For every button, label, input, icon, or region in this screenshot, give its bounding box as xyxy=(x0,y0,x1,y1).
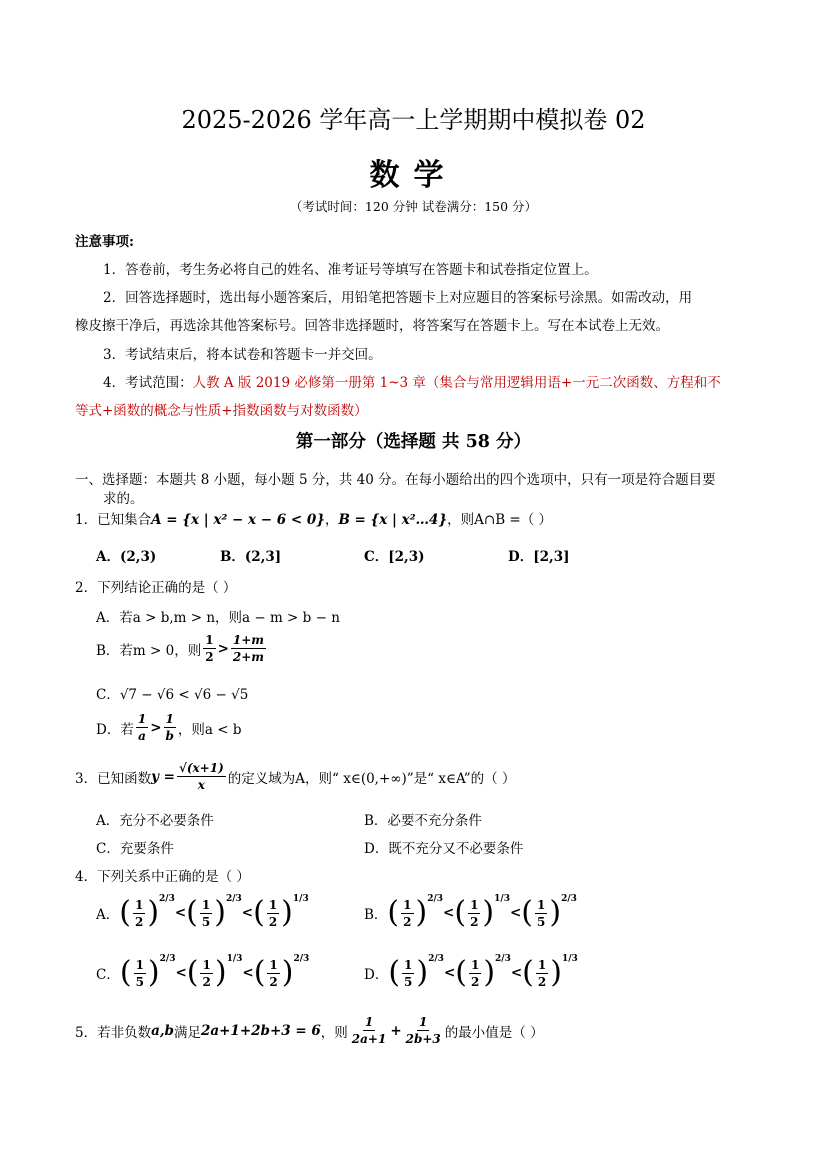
section-intro-line-1: 一、选择题：本题共 8 小题，每小题 5 分，共 40 分。在每小题给出的四个选项中，只有一项是符合题目要 xyxy=(75,472,716,488)
option-d-suffix: ，则a < b xyxy=(177,721,242,738)
frac-num: 1 xyxy=(470,957,480,972)
note-item-1: 1．答卷前，考生务必将自己的姓名、准考证号等填写在答题卡和试卷指定位置上。 xyxy=(103,262,598,278)
frac-num: 1+m xyxy=(232,633,264,647)
question-4-option-a xyxy=(96,894,309,930)
question-5-stem xyxy=(75,1016,544,1045)
section-title: 第一部分（选择题 共 58 分） xyxy=(295,432,532,452)
frac-den: a xyxy=(138,729,146,743)
fraction-right xyxy=(231,634,266,663)
question-1-prefix: 1．已知集合 xyxy=(75,512,152,528)
lt-sign: < xyxy=(443,965,456,981)
frac-den: 5 xyxy=(536,914,546,929)
power-term: ( $\frac{1}{2}$ ) 1/3 xyxy=(522,954,578,990)
frac-den: 2 xyxy=(470,914,479,929)
question-5-then: ，则 xyxy=(320,1024,348,1041)
exponent: 2/3 xyxy=(225,894,242,904)
frac-num: 1 xyxy=(269,957,278,972)
note-item-3: 3．考试结束后，将本试卷和答题卡一并交回。 xyxy=(103,347,382,363)
power-term: ( $\frac{1}{5}$ ) 2/3 xyxy=(388,954,444,990)
power-term: ( $\frac{1}{2}$ ) 1/3 xyxy=(186,954,243,990)
power-term: ( $\frac{1}{2}$ ) 1/3 xyxy=(454,894,510,930)
note-item-2-line-2: 橡皮擦干净后，再选涂其他答案标号。回答非选择题时，将答案写在答题卡上。写在本试卷上无效。 xyxy=(75,318,669,334)
fraction-1-over-b xyxy=(164,713,176,742)
question-3-option-b: B．必要不充分条件 xyxy=(364,813,482,829)
frac-num: 1 xyxy=(536,897,546,912)
frac-num: 1 xyxy=(201,897,211,912)
function-lhs: y = xyxy=(151,768,175,785)
question-4-option-c xyxy=(96,954,310,990)
question-2-option-c: C．√7 − √6 < √6 − √5 xyxy=(96,687,249,703)
note-item-4-line-2: 等式+函数的概念与性质+指数函数与对数函数） xyxy=(75,403,368,419)
frac-den: 2 xyxy=(134,914,144,929)
exponent: 2/3 xyxy=(561,894,577,904)
exponent: 1/3 xyxy=(494,894,510,904)
question-3-option-a: A．充分不必要条件 xyxy=(96,813,214,829)
option-label: C． xyxy=(96,967,120,983)
question-1-suffix: ，则A∩B =（ ） xyxy=(447,512,553,528)
exam-title: 2025-2026 学年高一上学期期中模拟卷 02 xyxy=(181,106,646,134)
frac-den: 2+m xyxy=(232,650,264,664)
question-2-option-a: A．若a > b,m > n，则a − m > b − n xyxy=(96,610,340,626)
option-d-prefix: D．若 xyxy=(96,721,134,738)
question-1-option-c: C．[2,3) xyxy=(364,549,425,565)
question-3-suffix: 的定义域为A，则“ x∈(0,+∞)”是“ x∈A”的（ ） xyxy=(227,770,516,787)
frac-den: 2 xyxy=(470,974,480,989)
frac-num: 1 xyxy=(134,897,144,912)
gt-sign: > xyxy=(217,640,229,657)
question-1-sep: ， xyxy=(324,512,339,528)
exponent: 1/3 xyxy=(292,894,309,904)
question-3-stem xyxy=(75,762,515,791)
subject-title: 数学 xyxy=(369,158,458,193)
frac-num: 1 xyxy=(205,633,214,647)
lt-sign: < xyxy=(443,905,455,921)
fraction-left xyxy=(203,634,215,663)
question-4-option-d xyxy=(364,954,578,990)
frac-den: 2b+3 xyxy=(405,1032,441,1046)
frac-den: 5 xyxy=(135,974,144,989)
power-term: ( $\frac{1}{5}$ ) 2/3 xyxy=(521,894,577,930)
option-b-prefix: B．若m > 0，则 xyxy=(96,642,202,659)
frac-num: 1 xyxy=(419,1015,428,1029)
frac-den: 5 xyxy=(201,914,211,929)
power-term: ( $\frac{1}{2}$ ) 2/3 xyxy=(387,894,444,930)
power-term: ( $\frac{1}{2}$ ) 2/3 xyxy=(253,954,310,990)
exponent: 1/3 xyxy=(561,954,578,964)
exponent: 2/3 xyxy=(427,894,444,904)
question-4-option-b xyxy=(364,894,577,930)
power-term: ( $\frac{1}{5}$ ) 2/3 xyxy=(186,894,242,930)
notes-heading: 注意事项: xyxy=(75,234,134,250)
frac-den: 2 xyxy=(205,650,214,664)
exam-info: （考试时间：120 分钟 试卷满分：150 分） xyxy=(289,199,538,214)
plus-sign: + xyxy=(390,1022,402,1039)
frac-den: 5 xyxy=(404,974,413,989)
frac-den: 2 xyxy=(403,914,412,929)
frac-num: 1 xyxy=(403,897,412,912)
question-3-prefix: 3．已知函数 xyxy=(75,770,152,787)
option-label: B． xyxy=(364,907,388,923)
question-5-prefix: 5．若非负数 xyxy=(75,1024,152,1041)
lt-sign: < xyxy=(175,965,187,981)
question-1-option-b: B．(2,3] xyxy=(220,549,282,565)
power-term: ( $\frac{1}{2}$ ) 1/3 xyxy=(253,894,309,930)
exponent: 2/3 xyxy=(159,894,175,904)
fraction-2 xyxy=(404,1016,443,1045)
set-a: A = {x | x² − x − 6 < 0} xyxy=(151,512,325,528)
frac-num: 1 xyxy=(135,957,144,972)
fraction-1-over-a xyxy=(136,713,148,742)
function-fraction xyxy=(177,762,226,791)
frac-den: b xyxy=(165,729,174,743)
section-intro-line-2: 求的。 xyxy=(103,491,144,507)
condition: 2a+1+2b+3 = 6 xyxy=(200,1022,321,1039)
lt-sign: < xyxy=(509,905,522,921)
exponent: 2/3 xyxy=(495,954,511,964)
set-b: B = {x | x²…4} xyxy=(338,512,448,528)
gt-sign: > xyxy=(150,719,162,736)
exam-scope-text: 人教 A 版 2019 必修第一册第 1~3 章（集合与常用逻辑用语+一元二次函数、方程和不 xyxy=(192,375,721,391)
power-term: ( $\frac{1}{5}$ ) 2/3 xyxy=(119,954,176,990)
lt-sign: < xyxy=(241,905,254,921)
power-term: ( $\frac{1}{2}$ ) 2/3 xyxy=(119,894,175,930)
question-3-option-d: D．既不充分又不必要条件 xyxy=(364,841,524,857)
question-4-stem: 4．下列关系中正确的是（ ） xyxy=(75,869,250,885)
frac-num: 1 xyxy=(470,897,479,912)
frac-num: 1 xyxy=(537,957,547,972)
frac-num: 1 xyxy=(137,712,147,726)
lt-sign: < xyxy=(510,965,523,981)
exponent: 2/3 xyxy=(159,954,176,964)
frac-den: x xyxy=(197,778,205,792)
frac-num: 1 xyxy=(165,712,174,726)
note-item-4-prefix: 4．考试范围： xyxy=(103,375,193,391)
power-term: ( $\frac{1}{2}$ ) 2/3 xyxy=(455,954,511,990)
frac-num: 1 xyxy=(364,1015,374,1029)
question-5-suffix: 的最小值是（ ） xyxy=(444,1024,544,1041)
frac-den: 2 xyxy=(537,974,547,989)
option-label: D． xyxy=(364,967,389,983)
question-1-stem xyxy=(75,508,552,528)
note-item-4-line-1 xyxy=(103,371,721,391)
frac-num: 1 xyxy=(404,957,413,972)
option-label: A． xyxy=(96,907,120,923)
vars: a,b xyxy=(151,1022,174,1039)
question-1-option-d: D．[2,3] xyxy=(508,549,570,565)
question-2-option-d xyxy=(96,713,241,742)
question-1-option-a: A．(2,3) xyxy=(96,549,157,565)
frac-den: 2 xyxy=(202,974,211,989)
frac-num: 1 xyxy=(268,897,278,912)
lt-sign: < xyxy=(242,965,254,981)
question-3-option-c: C．充要条件 xyxy=(96,841,174,857)
question-5-mid: 满足 xyxy=(173,1024,201,1041)
frac-den: 2a+1 xyxy=(351,1032,387,1046)
frac-den: 2 xyxy=(269,974,278,989)
fraction-1 xyxy=(350,1016,389,1045)
frac-den: 2 xyxy=(268,914,278,929)
note-item-2-line-1: 2．回答选择题时，选出每小题答案后，用铅笔把答题卡上对应题目的答案标号涂黑。如需改动，用 xyxy=(103,290,693,306)
exponent: 2/3 xyxy=(428,954,444,964)
frac-num: √(x+1) xyxy=(178,761,224,775)
question-2-stem: 2．下列结论正确的是（ ） xyxy=(75,580,237,596)
question-2-option-b xyxy=(96,634,268,663)
exponent: 1/3 xyxy=(226,954,243,964)
frac-num: 1 xyxy=(202,957,211,972)
lt-sign: < xyxy=(174,905,187,921)
exponent: 2/3 xyxy=(293,954,310,964)
